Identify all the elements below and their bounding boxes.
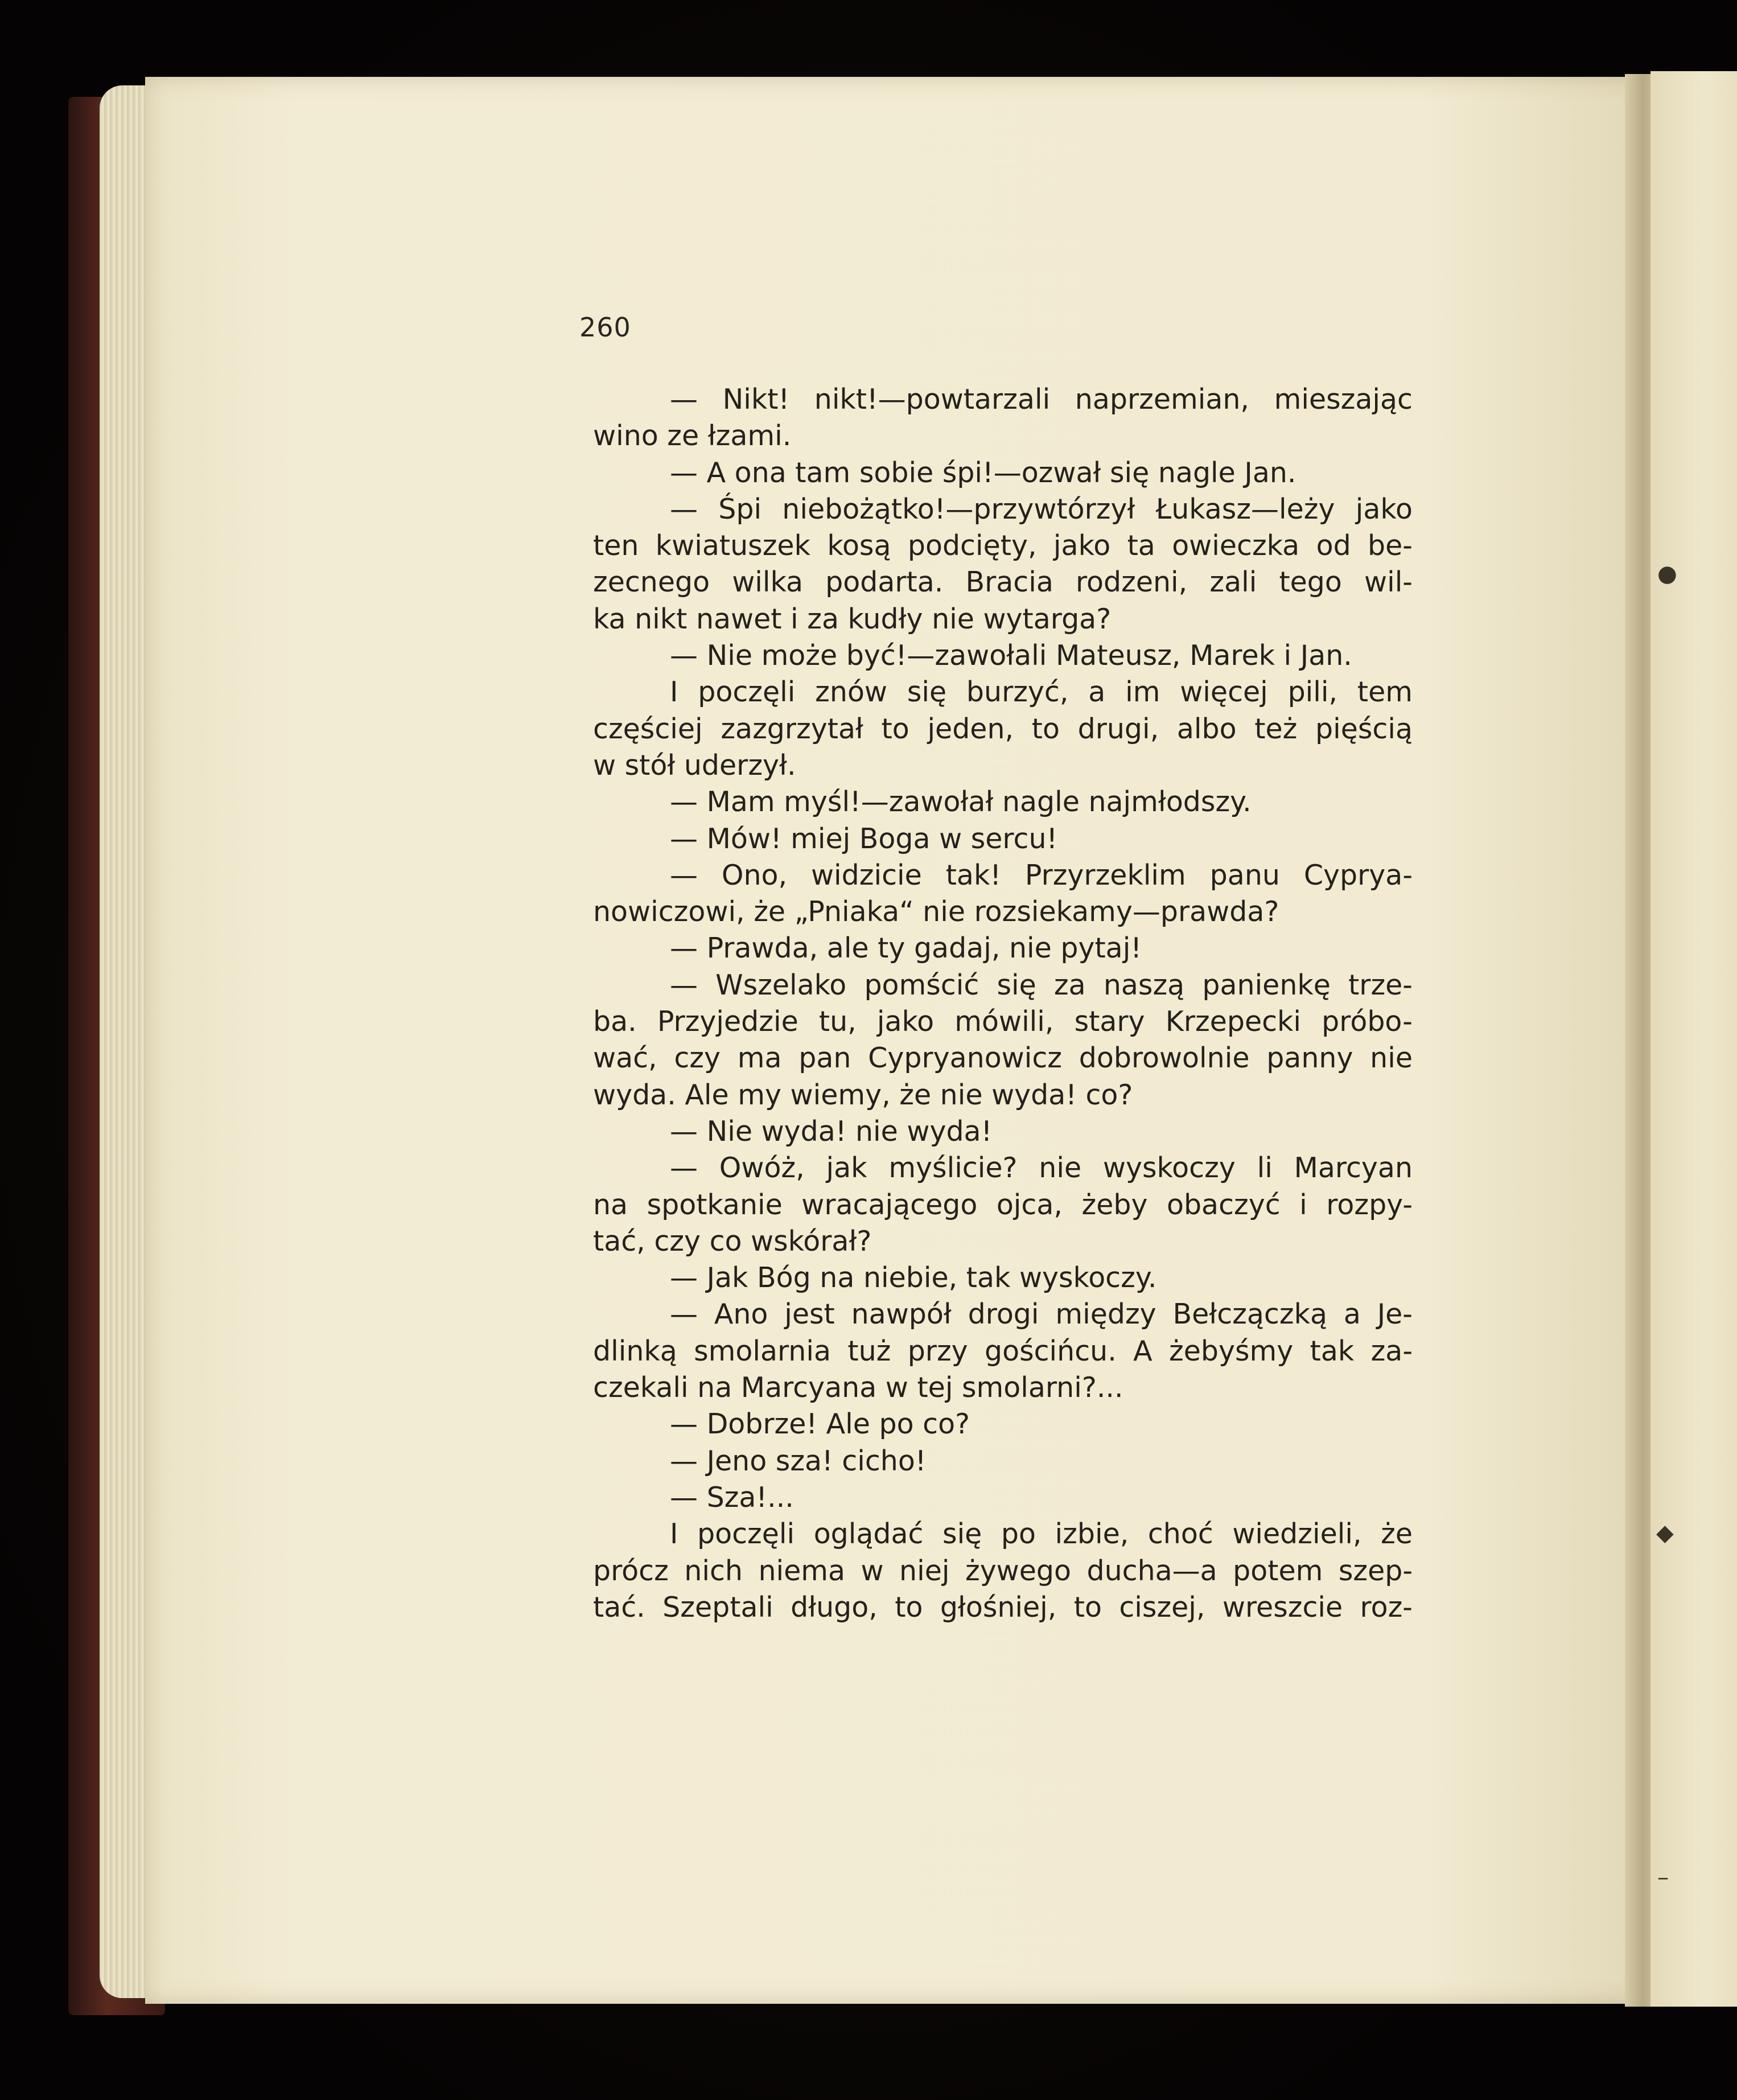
text-line: wino ze łzami. xyxy=(593,420,792,453)
book-page-right xyxy=(1650,71,1737,2007)
text-line: — Prawda, ale ty gadaj, nie pytaj! xyxy=(670,932,1142,965)
text-line: dlinką smolarnia tuż przy gościńcu. A żebyśmy tak za- xyxy=(593,1334,1413,1367)
text-line: czekali na Marcyana w tej smolarni?... xyxy=(593,1371,1123,1404)
text-line: — Wszelako pomścić się za naszą panienkę trze- xyxy=(670,968,1413,1001)
text-line: ka nikt nawet i za kudły nie wytarga? xyxy=(593,602,1112,635)
text-line: — Nikt! nikt!—powtarzali naprzemian, mieszając xyxy=(670,383,1413,416)
text-line: — Mam myśl!—zawołał nagle najmłodszy. xyxy=(670,786,1252,819)
text-line: — Ono, widzicie tak! Przyrzeklim panu Cyprya- xyxy=(670,858,1413,891)
text-line: — A ona tam sobie śpi!—ozwał się nagle Jan. xyxy=(670,456,1296,489)
text-line: tać. Szeptali długo, to głośniej, to ciszej, wreszcie roz- xyxy=(593,1591,1413,1624)
text-line: ba. Przyjedzie tu, jako mówili, stary Krzepecki próbo- xyxy=(593,1005,1413,1038)
text-line: — Śpi niebożątko!—przywtórzył Łukasz—leży jako xyxy=(670,492,1413,525)
text-line: wać, czy ma pan Cypryanowicz dobrowolnie panny nie xyxy=(593,1042,1413,1075)
text-line: nowiczowi, że „Pniaka“ nie rozsiekamy—prawda? xyxy=(593,895,1279,928)
text-line: I poczęli oglądać się po izbie, choć wiedzieli, że xyxy=(670,1518,1413,1551)
text-line: — Owóż, jak myślicie? nie wyskoczy li Marcyan xyxy=(670,1152,1413,1185)
text-line: ten kwiatuszek kosą podcięty, jako ta owieczka od be- xyxy=(593,529,1413,562)
page-text xyxy=(593,381,1413,1626)
page-speck: ◆ xyxy=(1656,1520,1674,1546)
text-line: — Mów! miej Boga w sercu! xyxy=(670,822,1058,855)
text-line: — Ano jest nawpół drogi między Bełczączką a Je- xyxy=(670,1298,1413,1331)
text-line: tać, czy co wskórał? xyxy=(593,1224,872,1257)
page-number: 260 xyxy=(579,312,631,343)
text-line: — Jak Bóg na niebie, tak wyskoczy. xyxy=(670,1261,1157,1294)
text-line: — Nie może być!—zawołali Mateusz, Marek i Jan. xyxy=(670,639,1352,672)
text-line: w stół uderzył. xyxy=(593,749,796,782)
text-line: częściej zazgrzytał to jeden, to drugi, albo też pięścią xyxy=(593,712,1413,745)
page-speck: – xyxy=(1657,1864,1669,1891)
text-line: zecnego wilka podarta. Bracia rodzeni, zali tego wil- xyxy=(593,566,1413,599)
text-line: — Nie wyda! nie wyda! xyxy=(670,1115,993,1148)
text-line: wyda. Ale my wiemy, że nie wyda! co? xyxy=(593,1078,1133,1111)
text-line: prócz nich niema w niej żywego ducha—a potem szep- xyxy=(593,1554,1413,1587)
text-line: — Jeno sza! cicho! xyxy=(670,1444,927,1477)
text-line: na spotkanie wracającego ojca, żeby obaczyć i rozpy- xyxy=(593,1188,1413,1221)
text-line: — Sza!... xyxy=(670,1481,794,1514)
text-line: — Dobrze! Ale po co? xyxy=(670,1408,970,1441)
page-speck: ● xyxy=(1657,561,1677,587)
text-line: I poczęli znów się burzyć, a im więcej pili, tem xyxy=(670,676,1413,709)
